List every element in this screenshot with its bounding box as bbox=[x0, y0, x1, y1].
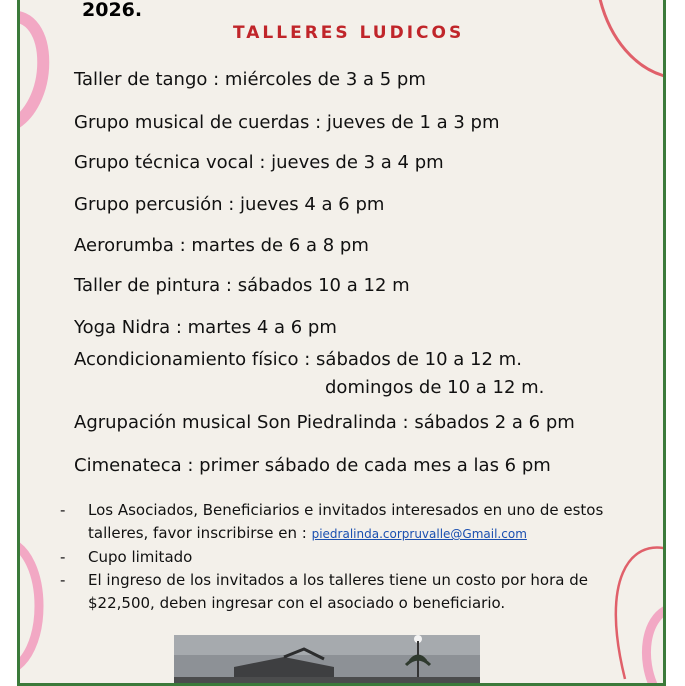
schedule-item-acondicionamiento: Acondicionamiento físico : sábados de 10 a 12 m. bbox=[74, 349, 522, 370]
schedule-item-aerorumba: Aerorumba : martes de 6 a 8 pm bbox=[74, 235, 369, 256]
schedule-item-son-piedralinda: Agrupación musical Son Piedralinda : sábados 2 a 6 pm bbox=[74, 412, 575, 433]
schedule-item-yoga: Yoga Nidra : martes 4 a 6 pm bbox=[74, 317, 337, 338]
schedule-item-cuerdas: Grupo musical de cuerdas : jueves de 1 a 3 pm bbox=[74, 112, 500, 133]
dash-marker: - bbox=[60, 548, 66, 566]
schedule-item-cimenateca: Cimenateca : primer sábado de cada mes a las 6 pm bbox=[74, 455, 551, 476]
schedule-item-vocal: Grupo técnica vocal : jueves de 3 a 4 pm bbox=[74, 152, 444, 173]
note-inscription-text: Los Asociados, Beneficiarios e invitados interesados en uno de estos talleres, favor inscribirse en : bbox=[88, 501, 604, 542]
note-item bbox=[60, 546, 620, 569]
red-arc-top-right-decoration bbox=[590, 0, 666, 89]
pink-arc-bottom-left-decoration bbox=[17, 531, 60, 681]
note-costo-text: El ingreso de los invitados a los talleres tiene un costo por hora de $22,500, deben ingresar con el asociado o beneficiario. bbox=[88, 571, 588, 612]
note-item bbox=[60, 569, 620, 615]
venue-photo bbox=[174, 635, 480, 685]
schedule-item-percusion: Grupo percusión : jueves 4 a 6 pm bbox=[74, 194, 385, 215]
email-link[interactable]: piedralinda.corpruvalle@Gmail.com bbox=[311, 527, 527, 541]
dash-marker: - bbox=[60, 571, 66, 589]
notes-list bbox=[60, 499, 620, 615]
flyer-page bbox=[17, 0, 666, 686]
pink-arc-top-left-decoration bbox=[17, 0, 80, 139]
dash-marker: - bbox=[60, 501, 66, 519]
page-title: TALLERES LUDICOS bbox=[233, 23, 465, 43]
note-item bbox=[60, 499, 620, 546]
note-cupo-text: Cupo limitado bbox=[88, 548, 193, 566]
schedule-item-pintura: Taller de pintura : sábados 10 a 12 m bbox=[74, 275, 410, 296]
venue-photo-illustration bbox=[174, 635, 480, 685]
schedule-item-acondicionamiento-domingos: domingos de 10 a 12 m. bbox=[325, 377, 545, 398]
year-text: 2026. bbox=[82, 0, 143, 21]
schedule-item-tango: Taller de tango : miércoles de 3 a 5 pm bbox=[74, 69, 426, 90]
